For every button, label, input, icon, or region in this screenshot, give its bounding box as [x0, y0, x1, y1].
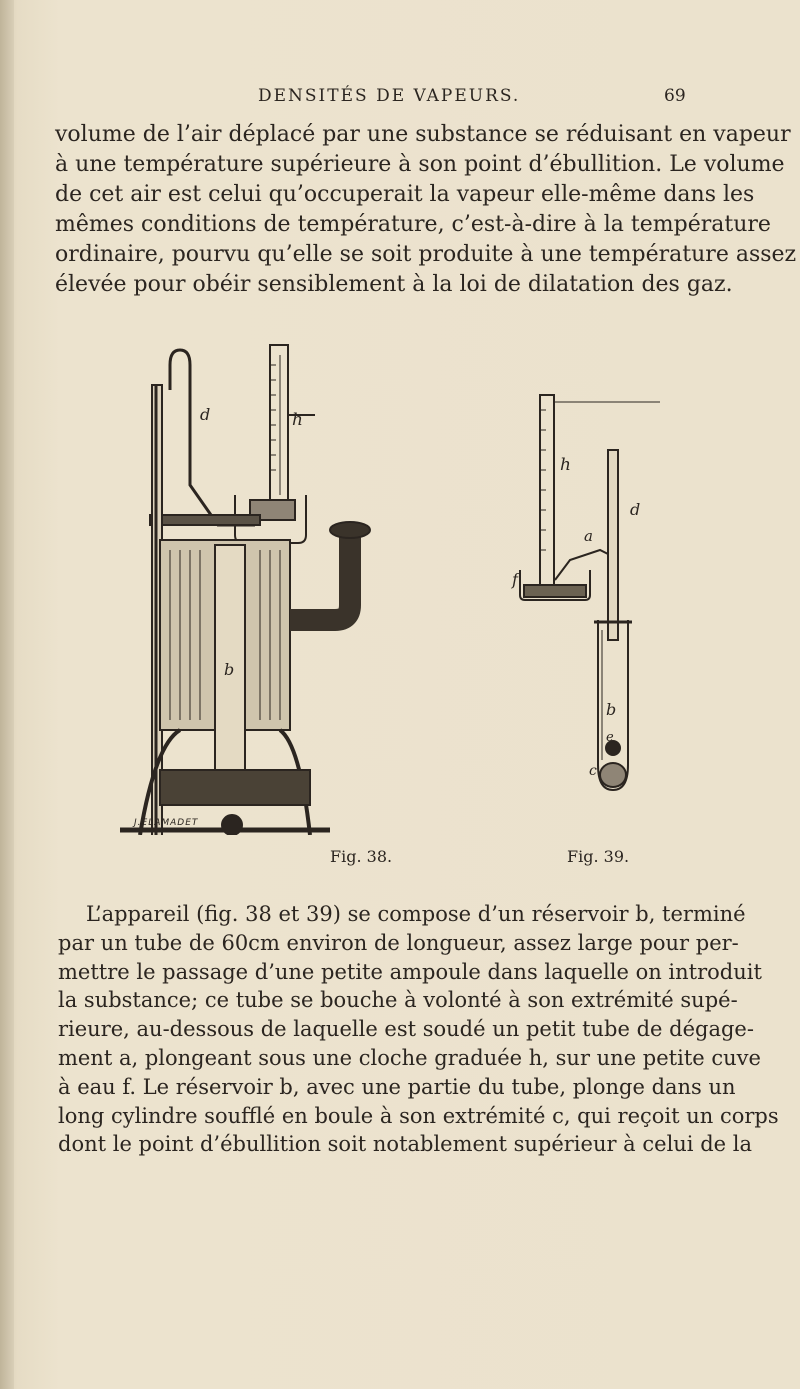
text-line: à eau f. Le réservoir b, avec une partie du tube, plonge dans un	[58, 1074, 736, 1099]
text-line: mettre le passage d’une petite ampoule dans laquelle on introduit	[58, 959, 762, 984]
running-header	[0, 86, 800, 110]
fig39-label-e: e	[606, 730, 614, 745]
text-line: à une température supérieure à son point d’ébullition. Le volume	[55, 152, 785, 177]
text-line: volume de l’air déplacé par une substance se réduisant en vapeur	[55, 122, 791, 147]
text-line: de cet air est celui qu’occuperait la vapeur elle-même dans les	[55, 182, 755, 207]
engraver-signature: J.ELAMADET	[134, 818, 199, 828]
fig39-caption: Fig. 39.	[567, 847, 630, 866]
figure-39-schematic	[510, 390, 670, 810]
fig39-label-a: a	[584, 527, 593, 545]
page-number: 69	[664, 86, 686, 106]
text-line: la substance; ce tube se bouche à volonté à son extrémité supé-	[58, 988, 738, 1013]
paragraph-bottom	[58, 900, 779, 1159]
fig38-caption: Fig. 38.	[330, 847, 393, 866]
fig38-label-b: b	[224, 660, 235, 679]
binding-gutter	[0, 0, 14, 1389]
text-line: élevée pour obéir sensiblement à la loi de dilatation des gaz.	[55, 272, 733, 297]
text-line: rieure, au-dessous de laquelle est soudé un petit tube de dégage-	[58, 1017, 754, 1042]
fig39-label-h: h	[560, 455, 571, 475]
fig38-label-d: d	[200, 405, 211, 424]
text-line: mêmes conditions de température, c’est-à-dire à la température	[55, 212, 771, 237]
fig39-label-f: f	[512, 570, 518, 589]
figure-38-illustration	[100, 325, 540, 835]
fig39-label-c: c	[589, 763, 597, 779]
text-line: dont le point d’ébullition soit notablement supérieur à celui de la	[58, 1132, 752, 1157]
fig38-label-h: h	[292, 410, 303, 430]
fig39-label-b: b	[606, 700, 617, 719]
fig39-label-d: d	[630, 500, 641, 519]
text-line: long cylindre soufflé en boule à son extrémité c, qui reçoit un corps	[58, 1103, 779, 1128]
paragraph-top	[55, 120, 797, 300]
text-line: par un tube de 60cm environ de longueur, assez large pour per-	[58, 930, 739, 955]
text-line: L’appareil (fig. 38 et 39) se compose d’un réservoir b, terminé	[86, 902, 746, 926]
text-line: ment a, plongeant sous une cloche graduée h, sur une petite cuve	[58, 1045, 761, 1070]
text-line: ordinaire, pourvu qu’elle se soit produite à une température assez	[55, 242, 797, 267]
running-title: DENSITÉS DE VAPEURS.	[258, 86, 521, 106]
